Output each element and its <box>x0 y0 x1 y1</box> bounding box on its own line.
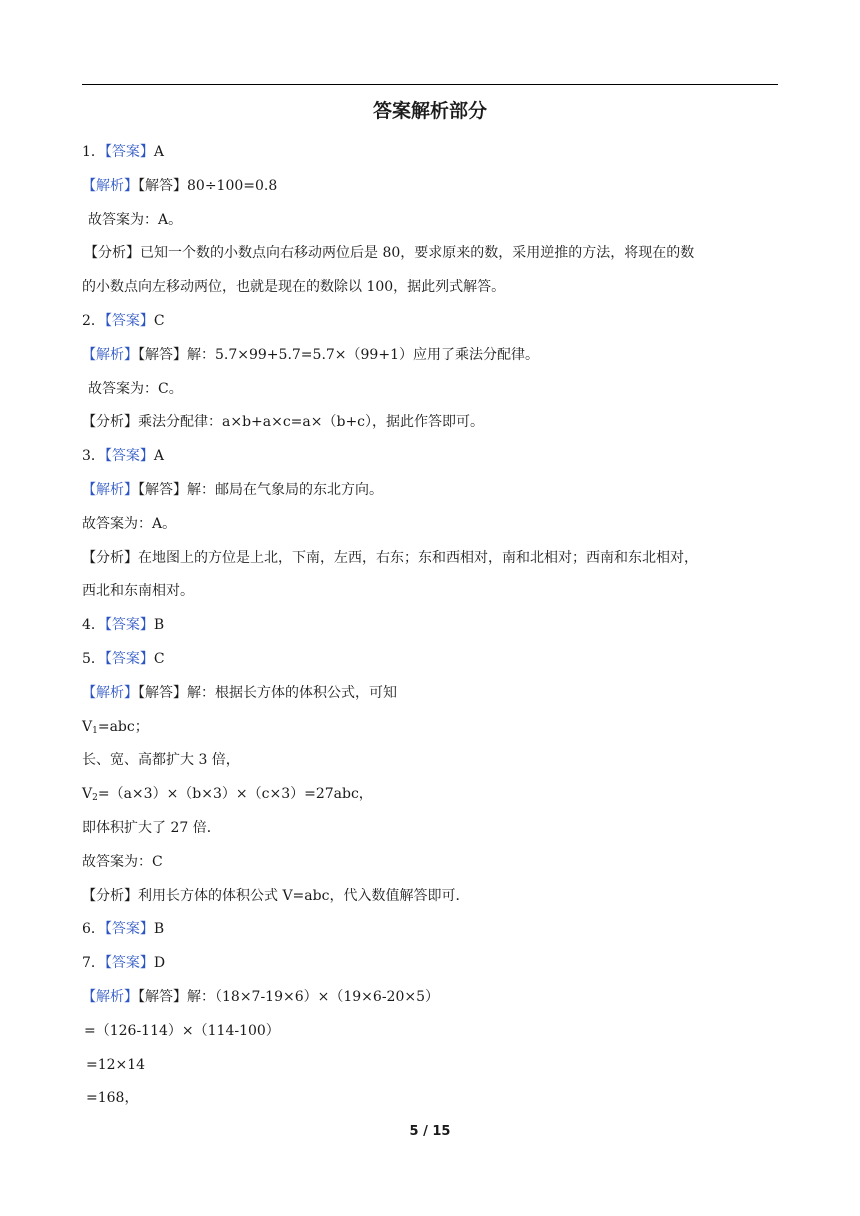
q3-solution-line <box>82 474 778 508</box>
q5-solution-line <box>82 677 778 711</box>
analysis-tag: 【解析】 <box>82 346 138 363</box>
q2-number: 2． <box>82 312 105 329</box>
q1-comment-text1: 已知一个数的小数点向右移动两位后是 80，要求原来的数，采用逆推的方法，将现在的数 <box>140 245 695 262</box>
q2-conclusion: 故答案为：C。 <box>88 380 183 397</box>
q1-conclusion: 故答案为：A。 <box>88 211 183 228</box>
q1-number: 1． <box>82 144 105 160</box>
q1-answer-line <box>82 136 778 170</box>
q5-solution: 解：根据长方体的体积公式，可知 <box>187 684 397 701</box>
answer-content <box>82 136 778 1116</box>
q5-answer: C <box>153 650 165 667</box>
q5-number: 5． <box>82 650 105 667</box>
analysis-tag: 【解析】 <box>82 177 138 194</box>
q1-comment-line2: 的小数点向左移动两位，也就是现在的数除以 100，据此列式解答。 <box>82 279 506 296</box>
q6-answer: B <box>153 921 165 938</box>
analysis-tag: 【解析】 <box>82 481 138 498</box>
q5-step-4: 即体积扩大了 27 倍． <box>82 819 221 836</box>
answer-tag: 【答案】 <box>104 617 154 634</box>
comment-tag: 【分析】 <box>82 887 138 904</box>
q4-number: 4． <box>82 617 105 634</box>
comment-tag: 【分析】 <box>84 245 140 262</box>
q4-answer: B <box>153 617 165 634</box>
q2-comment: 乘法分配律：a×b+a×c=a×（b+c），据此作答即可。 <box>138 414 485 431</box>
q5-v2-var: V <box>82 786 93 803</box>
comment-tag: 【分析】 <box>82 414 138 431</box>
q1-solution-line <box>82 170 778 204</box>
q1-solution: 80÷100=0.8 <box>187 177 278 194</box>
answer-tag: 【答案】 <box>104 448 154 465</box>
q5-comment: 利用长方体的体积公式 V=abc，代入数值解答即可． <box>138 887 470 904</box>
analysis-tag: 【解析】 <box>82 684 138 701</box>
q7-step-3: =168， <box>86 1090 139 1107</box>
q7-step-2: =12×14 <box>86 1056 146 1073</box>
q5-step-3 <box>82 778 778 812</box>
q2-comment-line <box>82 406 778 440</box>
q3-comment-text1: 在地图上的方位是上北，下南，左西，右东；东和西相对，南和北相对；西南和东北相对， <box>138 549 698 566</box>
header-rule <box>82 84 778 85</box>
q5-comment-line <box>82 880 778 914</box>
q6-answer-line <box>82 913 778 947</box>
q7-number: 7． <box>82 955 105 972</box>
q3-comment-line1 <box>82 542 778 576</box>
q4-answer-line <box>82 609 778 643</box>
analysis-tag: 【解析】 <box>82 988 138 1005</box>
q2-solution-line <box>82 339 778 373</box>
q5-v2-sub: 2 <box>92 793 98 804</box>
q3-solution: 解：邮局在气象局的东北方向。 <box>187 481 383 498</box>
q3-answer: A <box>153 448 165 465</box>
q7-solution-line <box>82 981 778 1015</box>
q2-solution: 解：5.7×99+5.7=5.7×（99+1）应用了乘法分配律。 <box>187 346 539 363</box>
answer-tag: 【答案】 <box>104 921 154 938</box>
comment-tag: 【分析】 <box>82 549 138 566</box>
q2-answer-line <box>82 305 778 339</box>
q6-number: 6． <box>82 921 105 938</box>
q5-conclusion: 故答案为：C <box>82 853 163 870</box>
q1-answer: A <box>153 144 165 160</box>
q7-step-1: =（126-114）×（114-100） <box>84 1022 280 1039</box>
solution-tag: 【解答】 <box>138 988 187 1005</box>
solution-tag: 【解答】 <box>138 684 187 701</box>
q1-comment-line1 <box>82 237 778 271</box>
q7-answer-line <box>82 947 778 981</box>
q3-answer-line <box>82 440 778 474</box>
q2-answer: C <box>153 312 165 329</box>
answer-tag: 【答案】 <box>104 312 154 329</box>
q5-step-1 <box>82 711 778 745</box>
q3-number: 3． <box>82 448 105 465</box>
page-number: 5 / 15 <box>409 1124 451 1139</box>
q5-step-2: 长、宽、高都扩大 3 倍， <box>82 752 240 769</box>
q7-solution: 解：（18×7-19×6）×（19×6-20×5） <box>187 988 439 1005</box>
q5-v1-sub: 1 <box>92 725 98 736</box>
answer-tag: 【答案】 <box>104 144 154 160</box>
q5-answer-line <box>82 643 778 677</box>
page-title: 答案解析部分 <box>372 100 487 122</box>
solution-tag: 【解答】 <box>138 481 187 498</box>
solution-tag: 【解答】 <box>138 346 187 363</box>
q3-conclusion: 故答案为：A。 <box>82 515 177 532</box>
answer-tag: 【答案】 <box>104 955 154 972</box>
q5-v1-var: V <box>82 718 93 735</box>
q3-comment-line2: 西北和东南相对。 <box>82 583 194 600</box>
q5-v1-rest: =abc； <box>97 718 149 735</box>
answer-tag: 【答案】 <box>104 650 154 667</box>
q7-answer: D <box>153 955 166 972</box>
solution-tag: 【解答】 <box>138 177 187 194</box>
q5-v2-rest: =（a×3）×（b×3）×（c×3）=27abc， <box>97 786 373 803</box>
